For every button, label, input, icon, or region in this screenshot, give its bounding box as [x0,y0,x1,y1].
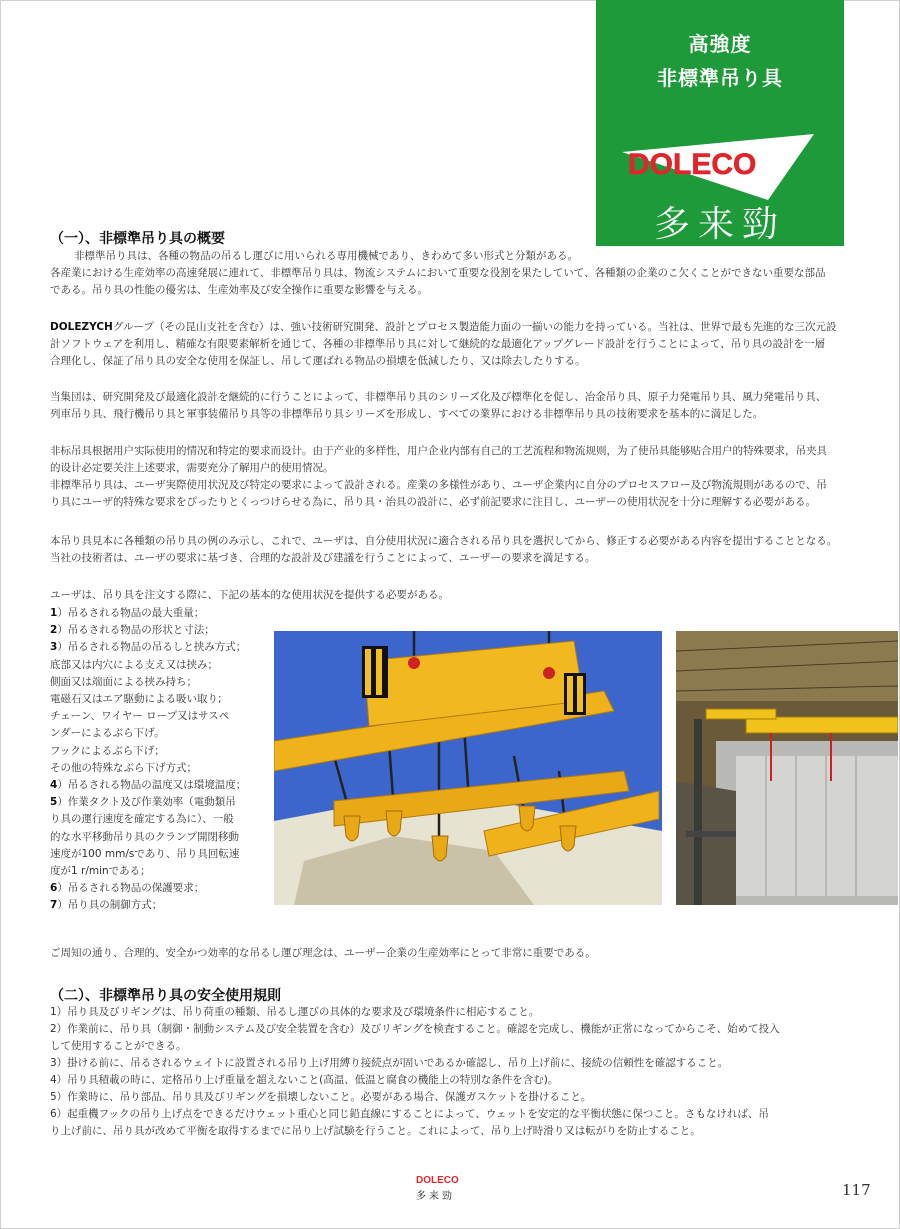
list-item: 6）吊るされる物品の保護要求； [50,882,205,895]
rule-line: 4）吊り具積載の時に、定格吊り上げ重量を超えないこと(高温、低温と腐食の機能上の特別な条件を含む)。 [50,1074,559,1086]
brand-title-line2: 非標準吊り具 [657,66,783,90]
section1-closing: ご周知の通り、合理的、安全かつ効率的な吊るし運び理念は、ユーザー企業の生産効率にとって非常に重要である。 [50,947,596,959]
list-item: 2）吊るされる物品の形状と寸法； [50,624,215,637]
rule-line: 2）作業前に、吊り具（制御・制動システム及び安全装置を含む）及びリギングを検査すること。確認を完成し、機能が正常になってからこそ、始めて投入 [50,1023,780,1035]
list-item: ンダーによるぶら下げ。 [50,727,165,740]
section1-para2: DOLEZYCHグループ（その昆山支社を含む）は、強い技術研究開発、設計とプロセス製造能力面の一揃いの能力を持っている。当社は、世界で最も先進的な三次元設 計ソフトウェアを利用し、精確な有限要素解析を通じて、各種の非標準吊り具に対して継続的な最適化アップグレード設計を行うことによって、吊り具の設計を一層 合理化し、保証了吊り具の安全な使用を保証し、吊して運ばれる物品の損壊を低減したり、又は除去したりする。 [50,321,837,367]
list-item: フックによるぶら下げ； [50,744,165,757]
list-item: 速度が100 mm/sであり、吊り具回転速 [50,847,240,860]
lifting-beam-photo [274,631,662,905]
rule-line: して使用することができる。 [50,1040,187,1052]
list-item: 4）吊るされる物品の温度又は環境温度； [50,779,247,792]
brand-header [596,0,844,246]
list-item: 3）吊るされる物品の吊るしと挟み方式； [50,641,247,654]
list-item: 的な水平移動吊り具のクランプ開閉移動 [50,830,239,843]
footer-doleco-logo [416,1173,466,1185]
brand-title-line1: 高強度 [688,32,752,56]
brand-cn-name: 多来勁 [653,204,786,245]
rule-line: り上げ前に、吊り具が改めて平衡を取得するまでに吊り上げ試験を行うこと。これによって、吊り上げ時滑り又は転がりを防止すること。 [50,1125,701,1137]
svg-text:DOLECO: DOLECO [416,1175,459,1185]
list-item: 5）作業タクト及び作業効率（電動類吊 [50,796,236,809]
section1-para4: 非标吊具根据用户实际使用的情况和特定的要求而设计。由于产业的多样性，用户企业内部有自己的工艺流程和物流规则，为了使吊具能够贴合用户的特殊要求，吊夹具 的设计必定要关注上述要求，需要充分了解用户的使用情况。 非標準吊り具は、ユーザ実際使用状況及び特定の要求によって設計される。産業の多様性があり、ユーザ企業内に自分のプロセスフロー及び物流規則があるので、吊 り具にユーザ的特殊な要求をぴったりとくっつけらせる為に、吊り具・治具の設計に、必ず前記要求に注目し、ユーザーの使用状況を十分に理解する必要がある。 [50,445,827,508]
section2-heading: （二）、非標準吊り具の安全使用規則 [50,988,281,1004]
rule-line: 6）起重機フックの吊り上げ点をできるだけウェット重心と同じ鉛直線にすることによって、ウェットを安定的な平衡状態に保つこと。さもなければ、吊 [50,1108,769,1120]
list-item: 側面又は端面による挟み持ち； [50,675,197,688]
page-number: 117 [842,1181,871,1199]
list-intro: ユーザは、吊り具を注文する際に、下記の基本的な使用状況を提供する必要がある。 [50,589,449,601]
list-item: 底部又は内穴による支え又は挟み； [50,658,218,671]
section1-para3: 当集団は、研究開発及び最適化設計を継続的に行うことによって、非標準吊り具のシリーズ化及び標準化を促し、冶金吊り具、原子力発電吊り具、風力発電吊り具、 列車吊り具、飛行機吊り具と軍事装備吊り具等の非標準吊り具シリーズを形成し、すべての業界における非標準吊り具の技術要求を基本的に満足した。 [50,391,827,420]
rule-line: 1）吊り具及びリギングは、吊り荷重の種類、吊るし運びの具体的な要求及び環境条件に相応すること。 [50,1006,540,1018]
list-item: その他の特殊なぶら下げ方式； [50,761,197,774]
list-item: 度が1 r/minである； [50,865,151,878]
logo-text: DOLECO [628,148,757,181]
list-item: 1）吊るされる物品の最大重量； [50,607,205,619]
rule-line: 3）掛ける前に、吊るされるウェイトに設置される吊り上げ用縛り接続点が固いであるか確認し、吊り上げ前に、接続の信頼性を確認すること。 [50,1057,729,1069]
list-item: り具の運行速度を確定する為に）、一般 [50,813,234,826]
section1-heading: （一）、非標準吊り具の概要 [50,231,225,247]
list-item: 7）吊り具の制御方式； [50,899,163,912]
requirement-list [50,605,250,915]
safety-rules [50,1004,840,1140]
list-item: チェーン、ワイヤー ロープ又はサスペ [50,710,230,723]
rule-line: 5）作業時に、吊り部品、吊り具及びリギングを損壊しないこと。必要がある場合、保護ガスケットを掛けること。 [50,1091,592,1103]
factory-crane-photo [676,631,898,905]
footer-cn-name: 多来勁 [416,1191,455,1202]
section1-para1: 非標準吊り具は、各種の物品の吊るし運びに用いられる専用機械であり、きわめて多い形式と分類がある。 各産業における生産効率の高速発展に連れて、非標準吊り具は、物流システムにおいて重要な役割を果たしていて、各種類の企業のこ欠くことができない重要な部品 である。吊り具の性能の優劣は、生産効率及び安全操作に重要な影響を与える。 [50,250,826,296]
section1-para5: 本吊り具見本に各種類の吊り具の例のみ示し、これで、ユーザは、自分使用状況に適合される吊り具を選択してから、修正する必要がある内容を提出することとなる。 当社の技術者は、ユーザの要求に基づき、合理的な設計及び建議を行うことによって、ユーザーの要求を満足する。 [50,535,838,564]
list-item: 電磁石又はエア駆動による吸い取り; [50,693,222,706]
